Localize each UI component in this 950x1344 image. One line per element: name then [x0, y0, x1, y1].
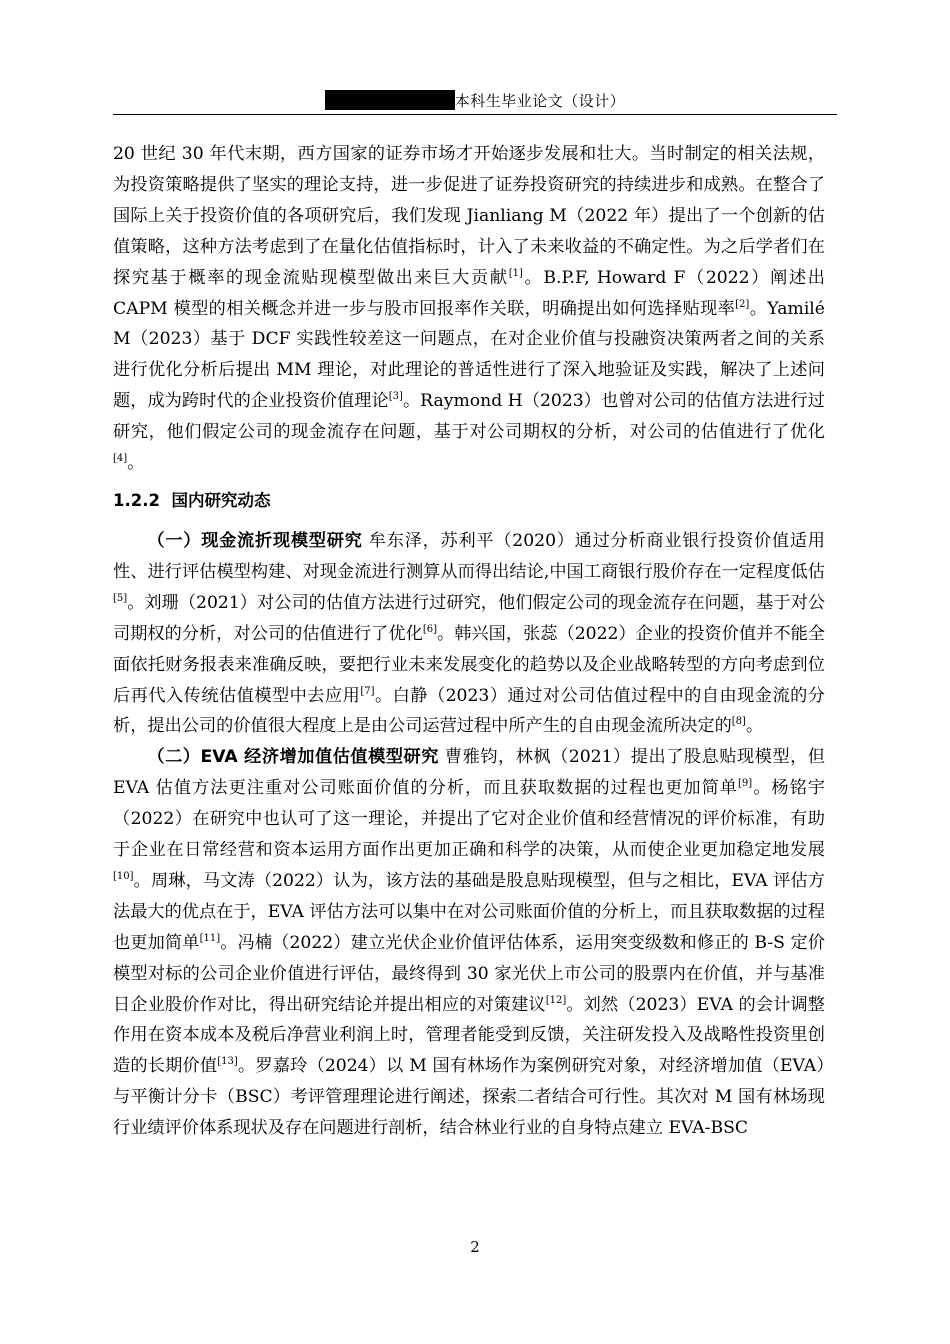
subsection-lead: （二）EVA 经济增加值估值模型研究 [147, 747, 439, 768]
section-heading [113, 486, 825, 516]
page-header [113, 88, 837, 115]
body-text [113, 139, 825, 1144]
citation-ref: [8] [731, 716, 746, 728]
citation-ref: [4] [113, 453, 128, 465]
citation-ref: [9] [738, 778, 753, 790]
section-number: 1.2.2 [113, 490, 160, 510]
section-title: 国内研究动态 [171, 490, 271, 510]
paragraph-foreign-research: 20 世纪 30 年代末期，西方国家的证券市场才开始逐步发展和壮大。当时制定的相关法规，为投资策略提供了坚实的理论支持，进一步促进了证券投资研究的持续进步和成熟。在整合了国际上关于投资价值的各项研究后，我们发现 Jianliang M（2022 年）提出了一个创新的估值策略，这种方法考虑到了在量化估值指标时，计入了未来收益的不确定性。为之后学者们在探究基于概率的现金流贴现模型做出来巨大贡献[1]。B.P.F, Howard F（2022）阐述出 CAPM 模型的相关概念并进一步与股市回报率作关联，明确提出如何选择贴现率[2]。Yamilé M（2023）基于 DCF 实践性较差这一问题点，在对企业价值与投融资决策两者之间的关系进行优化分析后提出 MM 理论，对此理论的普适性进行了深入地验证及实践，解决了上述问题，成为跨时代的企业投资价值理论[3]。Raymond H（2023）也曾对公司的估值方法进行过研究，他们假定公司的现金流存在问题，基于对公司期权的分析，对公司的估值进行了优化[4]。 [113, 144, 825, 474]
citation-ref: [7] [360, 685, 375, 697]
header-title: 本科生毕业论文（设计） [454, 92, 626, 110]
page-number: 2 [470, 1238, 480, 1256]
citation-ref: [11] [199, 932, 221, 944]
paragraph-eva-research: （二）EVA 经济增加值估值模型研究 曹雅钧，林枫（2021）提出了股息贴现模型，但 EVA 估值方法更注重对公司账面价值的分析，而且获取数据的过程也更加简单[9]。杨铭宇（2022）在研究中也认可了这一理论，并提出了它对企业价值和经营情况的评价标准，有助于企业在日常经营和资本运用方面作出更加正确和科学的决策，从而使企业更加稳定地发展[10]。周琳，马文涛（2022）认为，该方法的基础是股息贴现模型，但与之相比，EVA 评估方法最大的优点在于，EVA 评估方法可以集中在对公司账面价值的分析上，而且获取数据的过程也更加简单[11]。冯楠（2022）建立光伏企业价值评估体系，运用突变级数和修正的 B-S 定价模型对标的公司企业价值进行评估，最终得到 30 家光伏上市公司的股票内在价值，并与基准日企业股价作对比，得出研究结论并提出相应的对策建议[12]。刘然（2023）EVA 的会计调整作用在资本成本及税后净营业利润上时，管理者能受到反馈，关注研发投入及战略性投资里创造的长期价值[13]。罗嘉玲（2024）以 M 国有林场作为案例研究对象，对经济增加值（EVA）与平衡计分卡（BSC）考评管理理论进行阐述，探索二者结合可行性。其次对 M 国有林场现行业绩评价体系现状及存在问题进行剖析，结合林业行业的自身特点建立 EVA-BSC [113, 747, 825, 1139]
paragraph-dcf-research: （一）现金流折现模型研究 牟东泽，苏利平（2020）通过分析商业银行投资价值适用性、进行评估模型构建、对现金流进行测算从而得出结论,中国工商银行股价存在一定程度低估[5]。刘珊（2021）对公司的估值方法进行过研究，他们假定公司的现金流存在问题，基于对公司期权的分析，对公司的估值进行了优化[6]。韩兴国，张蕊（2022）企业的投资价值并不能全面依托财务报表来准确反映，要把行业未来发展变化的趋势以及企业战略转型的方向考虑到位后再代入传统估值模型中去应用[7]。白静（2023）通过对公司估值过程中的自由现金流的分析，提出公司的价值很大程度上是由公司运营过程中所产生的自由现金流所决定的[8]。 [113, 530, 825, 737]
citation-ref: [3] [388, 391, 403, 403]
citation-ref: [10] [113, 870, 134, 882]
subsection-lead: （一）现金流折现模型研究 [147, 530, 363, 551]
citation-ref: [1] [508, 267, 523, 279]
redacted-university-name [325, 90, 455, 110]
citation-ref: [2] [735, 298, 750, 310]
citation-ref: [13] [217, 1056, 238, 1068]
citation-ref: [6] [422, 623, 437, 635]
citation-ref: [12] [545, 994, 567, 1006]
citation-ref: [5] [113, 592, 128, 604]
